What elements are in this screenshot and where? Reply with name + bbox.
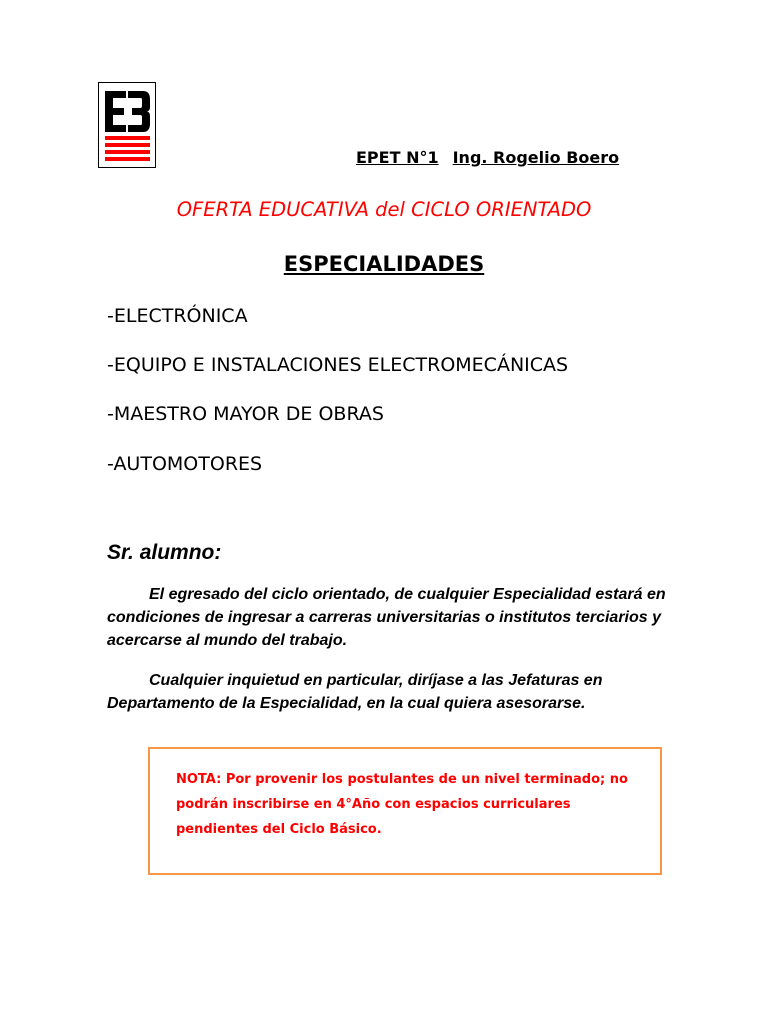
engineer-name: Ing. Rogelio Boero — [452, 148, 620, 167]
paragraph-graduate-text: El egresado del ciclo orientado, de cualquier Especialidad estará en condiciones de ingresar a carreras universitarias o institutos terciarios y acercarse al mundo del trabajo. — [107, 586, 666, 649]
eb-logo-icon — [99, 83, 155, 167]
note-box — [148, 747, 662, 875]
specialty-item-electronica: -ELECTRÓNICA — [107, 305, 248, 327]
note-text: NOTA: Por provenir los postulantes de un nivel terminado; no podrán inscribirse en 4°Año con espacios curriculares pendientes del Ciclo Básico. — [176, 772, 628, 837]
school-name: EPET N°1 — [356, 148, 439, 167]
greeting: Sr. alumno: — [107, 541, 222, 564]
specialties-heading: ESPECIALIDADES — [283, 252, 485, 276]
paragraph-inquiries — [107, 669, 667, 715]
paragraph-inquiries-text: Cualquier inquietud en particular, diríjase a las Jefaturas en Departamento de la Especialidad, en la cual quiera asesorarse. — [107, 672, 603, 712]
paragraph-graduate — [107, 583, 667, 652]
specialty-item-electromecanica: -EQUIPO E INSTALACIONES ELECTROMECÁNICAS — [107, 354, 569, 376]
specialty-item-mmo: -MAESTRO MAYOR DE OBRAS — [107, 403, 384, 425]
specialty-item-automotores: -AUTOMOTORES — [107, 453, 263, 475]
school-name-line — [356, 148, 619, 167]
school-logo — [98, 82, 156, 168]
offer-title: OFERTA EDUCATIVA del CICLO ORIENTADO — [176, 198, 592, 221]
